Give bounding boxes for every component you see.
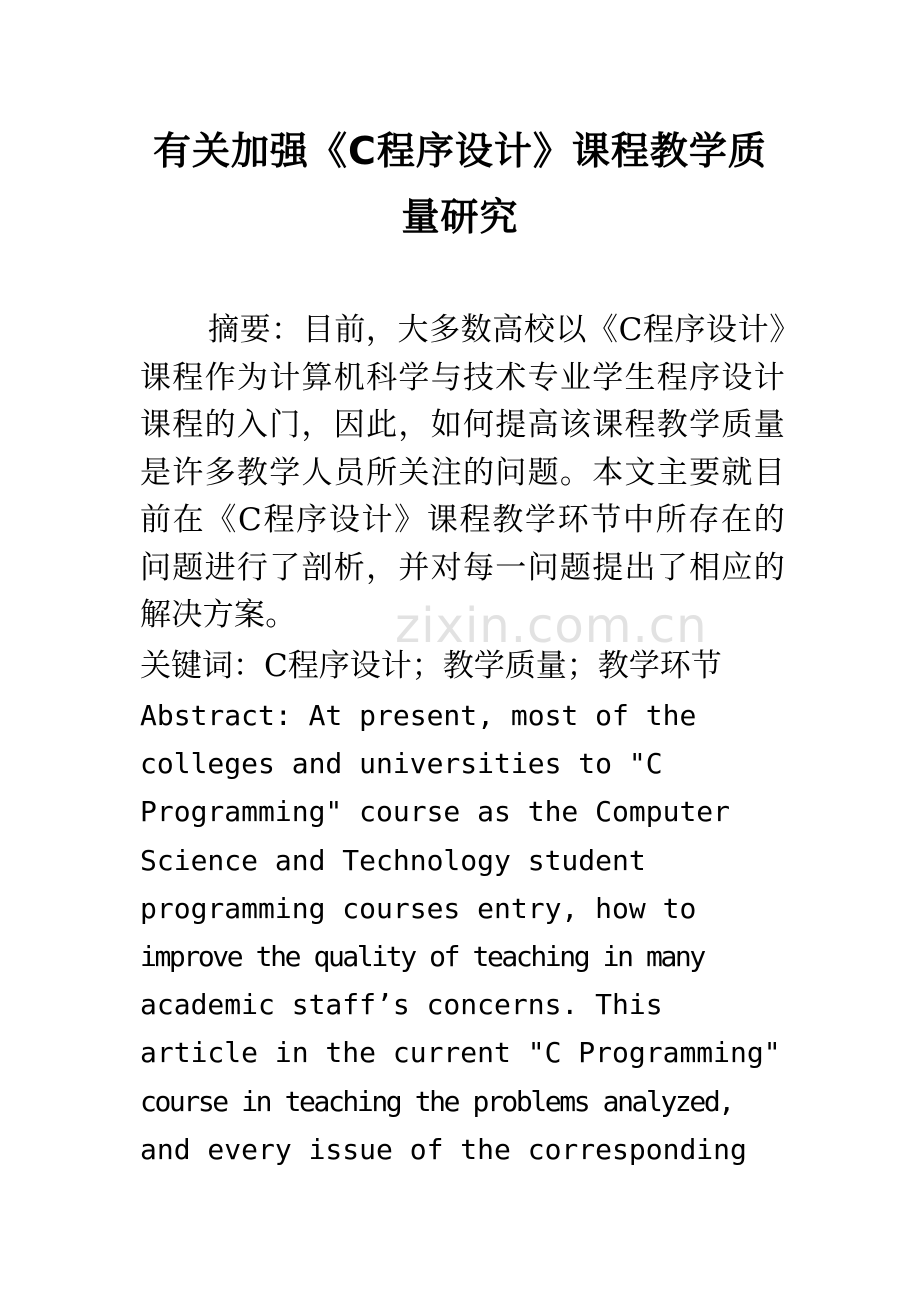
english-abstract-line: academic staff’s concerns. This [140,988,663,1022]
english-abstract-line: article in the current "C Programming" [140,1036,781,1070]
keywords-line: 关键词：C程序设计；教学质量；教学环节 [140,648,722,684]
english-abstract-line: Abstract: At present, most of the [140,699,697,732]
english-abstract-line: programming courses entry, how to [140,891,697,925]
english-abstract-line: course in teaching the problems analyzed, [140,1084,733,1118]
document-title-line-2: 量研究 [401,195,519,239]
english-abstract-line: Programming" course as the Computer [140,795,731,829]
english-abstract-line: improve the quality of teaching in many [140,940,704,974]
watermark: zixin.com.cn [395,598,708,654]
document-title-line-1: 有关加强《C程序设计》课程教学质 [153,129,767,173]
english-abstract-line: and every issue of the corresponding [140,1132,747,1166]
chinese-abstract: 摘要：目前，大多数高校以《C程序设计》课程作为计算机科学与技术专业学生程序设计课程的入门，因此，如何提高该课程教学质量是许多教学人员所关注的问题。本文主要就目前在《C程序设计》课程教学环节中所存在的问题进行了剖析，并对每一问题提出了相应的解决方案。 [140,312,785,633]
english-abstract-line: colleges and universities to "C [140,747,663,781]
english-abstract [140,692,785,1174]
english-abstract-line: Science and Technology student [140,843,646,877]
